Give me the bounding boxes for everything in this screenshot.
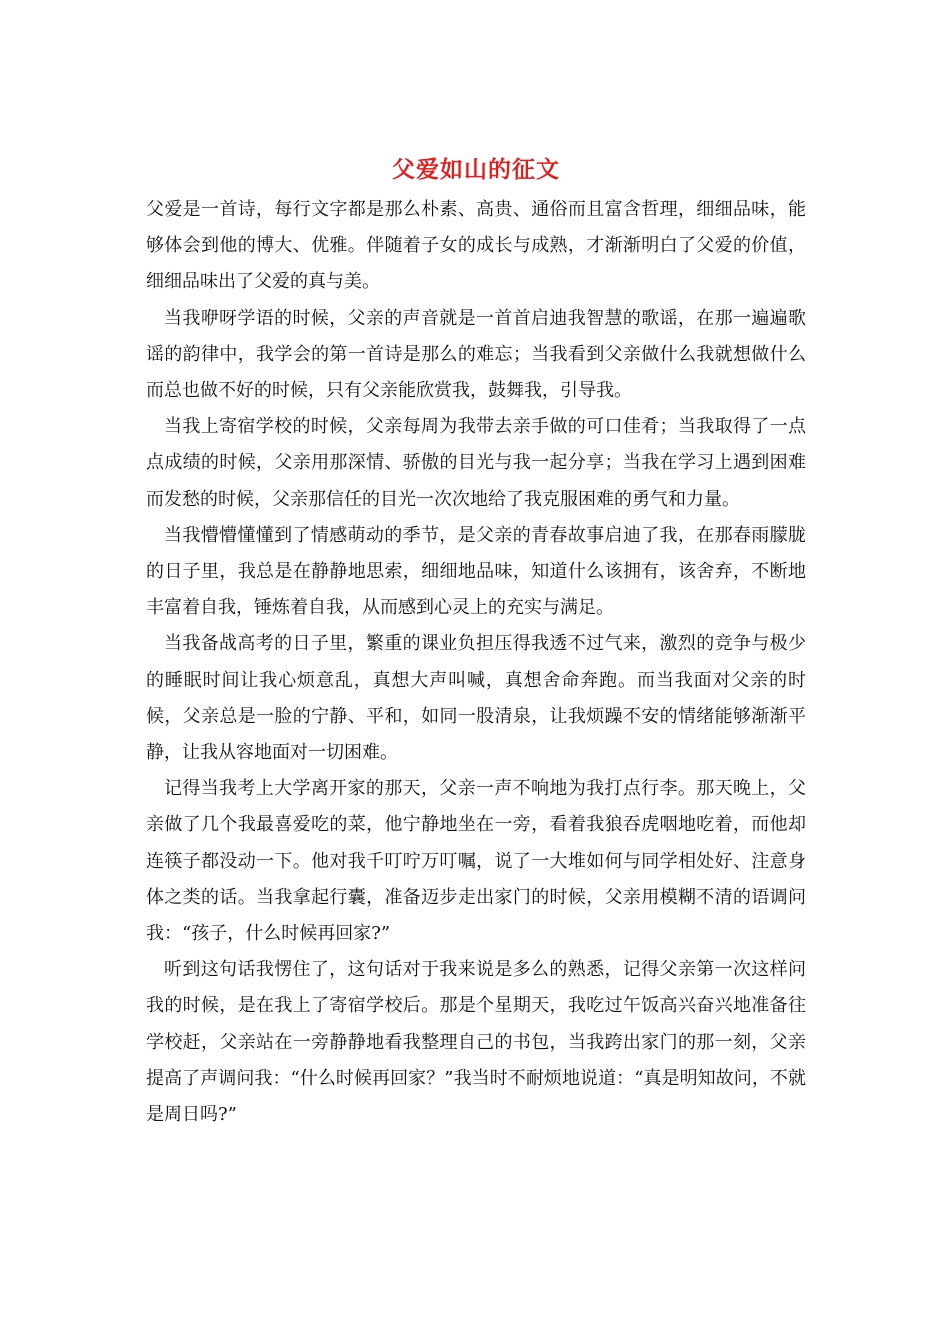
- paragraph-memory: 听到这句话我愣住了，这句话对于我来说是多么的熟悉，记得父亲第一次这样问我的时候，是在我上了寄宿学校后。那是个星期天，我吃过午饭高兴奋兴地准备往学校赶，父亲站在一旁静静地看我整理自己的书包，当我跨出家门的那一刻，父亲提高了声调问我：“什么时候再回家？”我当时不耐烦地说道：“真是明知故问，不就是周日吗?”: [146, 959, 806, 1126]
- paragraph-childhood: 当我咿呀学语的时候，父亲的声音就是一首首启迪我智慧的歌谣，在那一遍遍歌谣的韵律中，我学会的第一首诗是那么的难忘；当我看到父亲做什么我就想做什么而总也做不好的时候，只有父亲能欣赏我，鼓舞我，引导我。: [146, 307, 806, 402]
- paragraph-exam-preparation: 当我备战高考的日子里，繁重的课业负担压得我透不过气来，激烈的竞争与极少的睡眠时间让我心烦意乱，真想大声叫喊，真想舍命奔跑。而当我面对父亲的时候，父亲总是一脸的宁静、平和，如同一股清泉，让我烦躁不安的情绪能够渐渐平静，让我从容地面对一切困难。: [146, 633, 806, 764]
- paragraph-boarding-school: 当我上寄宿学校的时候，父亲每周为我带去亲手做的可口佳肴；当我取得了一点点成绩的时候，父亲用那深情、骄傲的目光与我一起分享；当我在学习上遇到困难而发愁的时候，父亲那信任的目光一次次地给了我克服困难的勇气和力量。: [146, 416, 806, 510]
- paragraph-intro: 父爱是一首诗，每行文字都是那么朴素、高贵、通俗而且富含哲理，细细品味，能够体会到他的博大、优雅。伴随着子女的成长与成熟，才渐渐明白了父爱的价值，细细品味出了父爱的真与美。: [146, 199, 806, 293]
- document-page: [146, 150, 806, 1133]
- document-title: 父爱如山的征文: [392, 156, 560, 183]
- paragraph-adolescence: 当我懵懵懂懂到了情感萌动的季节，是父亲的青春故事启迪了我，在那春雨朦胧的日子里，我总是在静静地思索，细细地品味，知道什么该拥有，该舍弃，不断地丰富着自我，锤炼着自我，从而感到心灵上的充实与满足。: [146, 524, 806, 619]
- paragraph-leaving-for-college: 记得当我考上大学离开家的那天，父亲一声不响地为我打点行李。那天晚上，父亲做了几个我最喜爱吃的菜，他宁静地坐在一旁，看着我狼吞虎咽地吃着，而他却连筷子都没动一下。他对我千叮咛万叮嘱，说了一大堆如何与同学相处好、注意身体之类的话。当我拿起行囊，准备迈步走出家门的时候，父亲用模糊不清的语调问我：“孩子，什么时候再回家?”: [146, 778, 806, 945]
